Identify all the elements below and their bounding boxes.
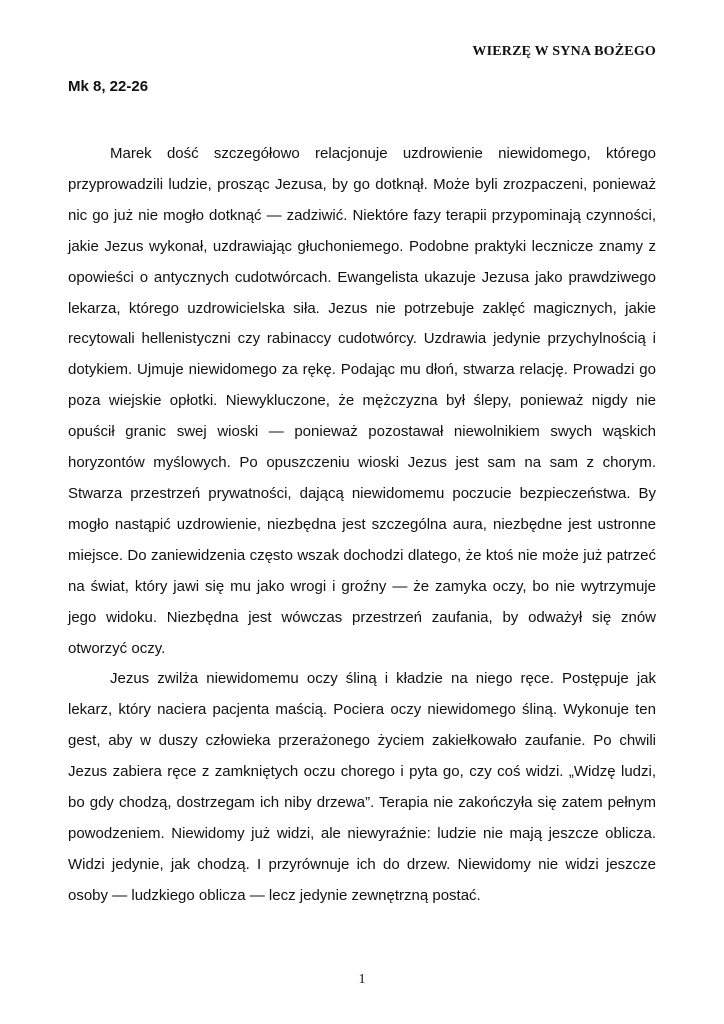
body-text: [68, 139, 656, 912]
running-header-title: WIERZĘ W SYNA BOŻEGO: [472, 44, 656, 59]
scripture-reference: Mk 8, 22-26: [68, 78, 149, 95]
paragraph: Marek dość szczegółowo relacjonuje uzdrowienie niewidomego, którego przyprowadzili ludzie, prosząc Jezusa, by go dotknął. Może byli zrozpaczeni, ponieważ nic go już nie mogło dotknąć — zadziwić. Niektóre fazy terapii przypominają czynności, jakie Jezus wykonał, uzdrawiając głuchoniemego. Podobne praktyki lecznicze znamy z opowieści o antycznych cudotwórcach. Ewangelista ukazuje Jezusa jako prawdziwego lekarza, którego uzdrowicielska siła. Jezus nie potrzebuje zaklęć magicznych, jakie recytowali hellenistyczni czy rabinaccy cudotwórcy. Uzdrawia jedynie przychylnością i dotykiem. Ujmuje niewidomego za rękę. Podając mu dłoń, stwarza relację. Prowadzi go poza wiejskie opłotki. Niewykluczone, że mężczyzna był ślepy, ponieważ nigdy nie opuścił granic swej wioski — ponieważ pozostawał niewolnikiem swych wąskich horyzontów myślowych. Po opuszczeniu wioski Jezus jest sam na sam z chorym. Stwarza przestrzeń prywatności, dającą niewidomemu poczucie bezpieczeństwa. By mogło nastąpić uzdrowienie, niezbędna jest szczególna aura, niezbędne jest ustronne miejsce. Do zaniewidzenia często wszak dochodzi dlatego, że ktoś nie może już patrzeć na świat, który jawi się mu jako wrogi i groźny — że zamyka oczy, bo nie wytrzymuje jego widoku. Niezbędna jest wówczas przestrzeń zaufania, by odważył się znów otworzyć oczy.: [68, 145, 656, 657]
paragraph: Jezus zwilża niewidomemu oczy śliną i kładzie na niego ręce. Postępuje jak lekarz, który naciera pacjenta maścią. Pociera oczy niewidomego śliną. Wykonuje ten gest, aby w duszy człowieka przerażonego życiem zakiełkowało zaufanie. Po chwili Jezus zabiera ręce z zamkniętych oczu chorego i pyta go, czy coś widzi. „Widzę ludzi, bo gdy chodzą, dostrzegam ich niby drzewa”. Terapia nie zakończyła się zatem pełnym powodzeniem. Niewidomy już widzi, ale niewyraźnie: ludzie nie mają jeszcze oblicza. Widzi jedynie, jak chodzą. I przyrównuje ich do drzew. Niewidomy nie widzi jeszcze osoby — ludzkiego oblicza — lecz jedynie zewnętrzną postać.: [68, 670, 656, 904]
page-number: 1: [358, 972, 366, 987]
